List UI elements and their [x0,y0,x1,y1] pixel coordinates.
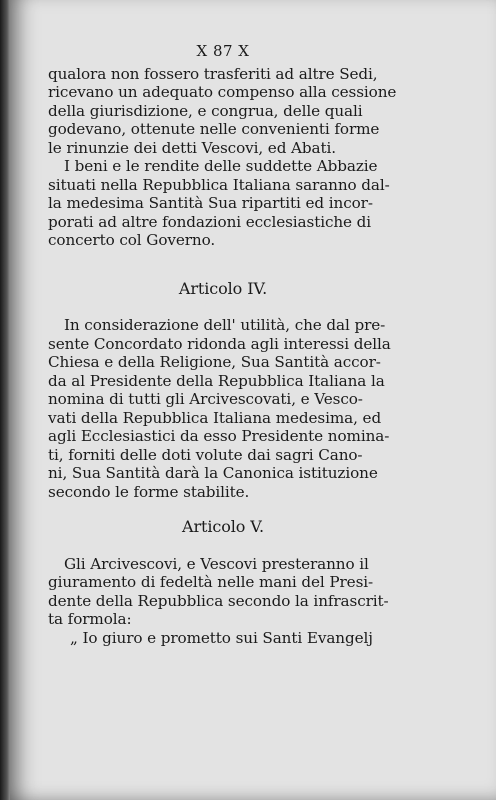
text-line: dente della Repubblica secondo la infrascrit- [48,591,389,610]
text-line: godevano, ottenute nelle convenienti forme [48,120,380,138]
text-line: ta formola: [48,610,132,628]
article-title-v: Articolo V. [182,517,264,536]
paragraph-2 [48,157,398,250]
text-line: agli Ecclesiastici da esso Presidente nomina- [48,427,390,445]
text-line: sente Concordato ridonda agli interessi della [48,334,391,353]
paragraph-1 [48,65,398,158]
page-header: X 87 X [196,42,250,60]
text-line: la medesima Santità Sua ripartiti ed incor- [48,194,373,212]
text-line: qualora non fossero trasferiti ad altre Sedi, [48,64,378,83]
text-line: concerto col Governo. [48,231,216,249]
article-title-iv: Articolo IV. [178,278,268,298]
paragraph-oath [48,629,398,648]
text-line: da al Presidente della Repubblica Italiana la [48,371,385,390]
text-line: della giurisdizione, e congrua, delle quali [48,101,363,120]
text-line: „ Io giuro e prometto sui Santi Evangelj [70,628,373,647]
text-line: Chiesa e della Religione, Sua Santità accor- [48,353,381,371]
text-line: nomina di tutti gli Arcivescovati, e Vesco- [48,390,363,408]
paragraph-article-v [48,555,398,629]
text-line: secondo le forme stabilite. [48,482,250,501]
text-line: I beni e le rendite delle suddette Abbazie [64,157,378,175]
text-line: giuramento di fedeltà nelle mani del Presi- [48,573,374,591]
text-line: In considerazione dell' utilità, che dal pre- [64,316,386,334]
text-line: ti, forniti delle doti volute dai sagri Cano- [48,445,363,464]
paragraph-article-iv [48,316,398,501]
text-line: porati ad altre fondazioni ecclesiastiche di [48,212,372,231]
text-line: ni, Sua Santità darà la Canonica istituzione [48,464,378,482]
book-page [10,0,496,800]
text-line: vati della Repubblica Italiana medesima, ed [48,408,382,427]
page-text [48,42,398,647]
text-line: ricevano un adequato compenso alla cessione [48,83,397,101]
text-line: Gli Arcivescovi, e Vescovi presteranno il [64,554,369,573]
text-line: le rinunzie dei detti Vescovi, ed Abati. [48,138,336,157]
book-spine-shadow [0,0,10,800]
text-line: situati nella Repubblica Italiana saranno dal- [48,175,390,194]
